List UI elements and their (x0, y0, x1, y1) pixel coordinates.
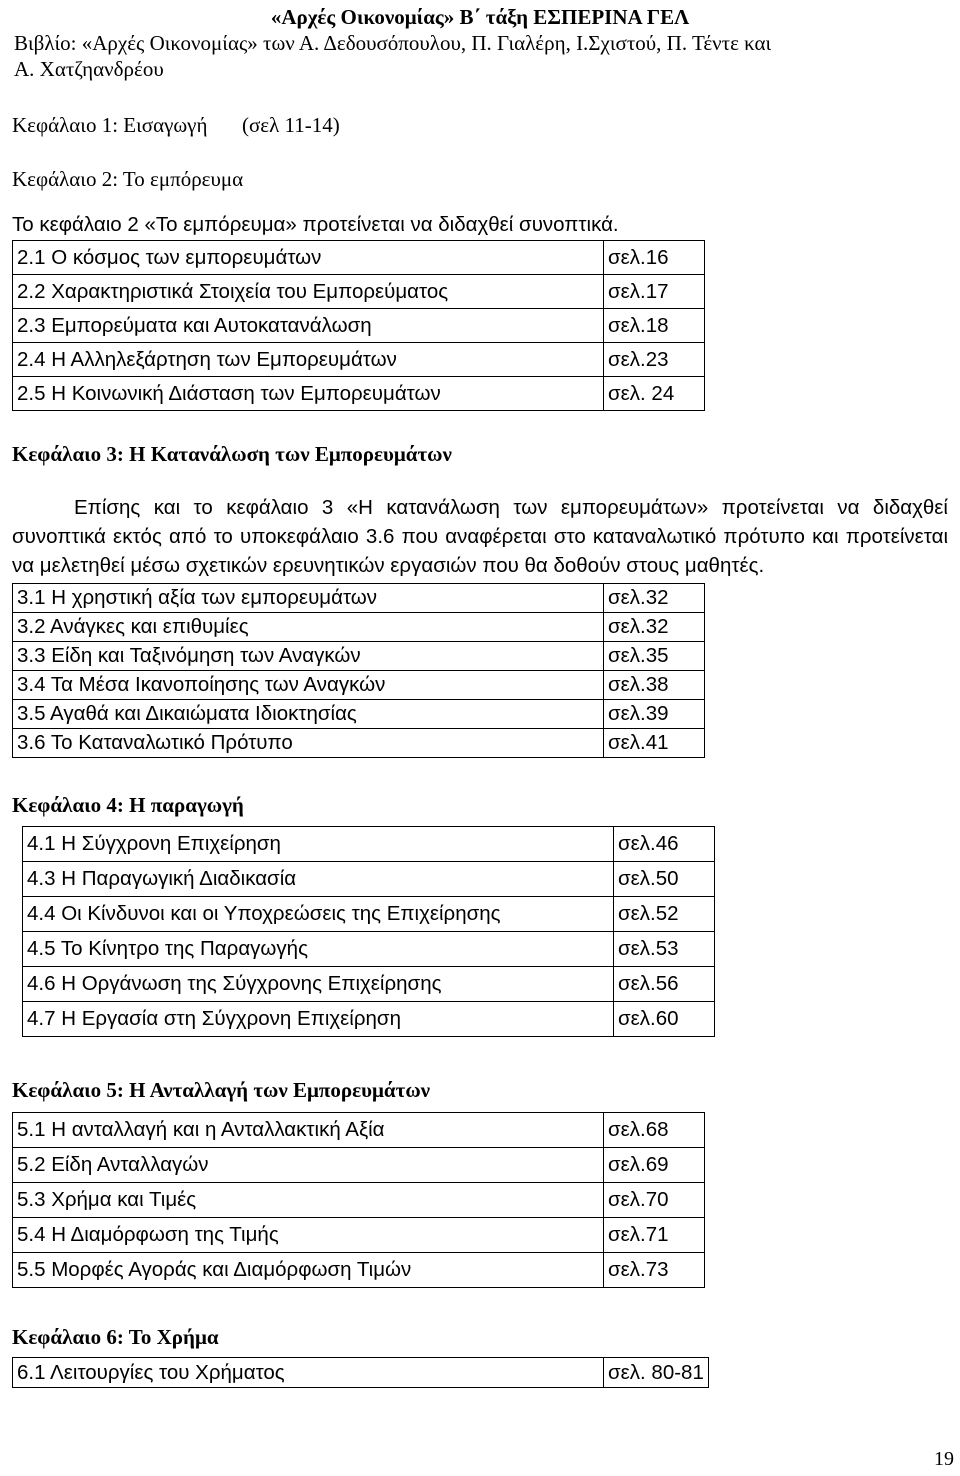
toc-topic: 4.4 Οι Κίνδυνοι και οι Υποχρεώσεις της Επιχείρησης (23, 897, 614, 932)
toc-page: σελ.68 (604, 1113, 705, 1148)
toc-topic: 4.5 Το Κίνητρο της Παραγωγής (23, 932, 614, 967)
toc-topic: 2.5 Η Κοινωνική Διάσταση των Εμπορευμάτων (13, 377, 604, 411)
chapter-1-heading (12, 112, 948, 138)
toc-page: σελ.16 (604, 241, 705, 275)
chapter-2-title: Κεφάλαιο 2: Το εμπόρευμα (12, 167, 244, 191)
chapter-5-title: Κεφάλαιο 5: Η Ανταλλαγή των Εμπορευμάτων (12, 1078, 431, 1102)
toc-row (23, 932, 715, 967)
chapter-2-note: Το κεφάλαιο 2 «Το εμπόρευμα» προτείνεται να διδαχθεί συνοπτικά. (12, 213, 619, 236)
chapter-3-rows (13, 584, 705, 758)
toc-row (13, 1183, 705, 1218)
toc-page: σελ.46 (614, 827, 715, 862)
toc-row (13, 1218, 705, 1253)
chapter-3-note (12, 493, 948, 580)
toc-row (13, 343, 705, 377)
toc-page: σελ.32 (604, 613, 705, 642)
toc-page: σελ. 24 (604, 377, 705, 411)
toc-page: σελ.23 (604, 343, 705, 377)
chapter-6-table (12, 1357, 709, 1388)
toc-page: σελ.73 (604, 1253, 705, 1288)
toc-page: σελ.56 (614, 967, 715, 1002)
toc-page: σελ.18 (604, 309, 705, 343)
toc-row (13, 671, 705, 700)
toc-topic: 5.4 Η Διαμόρφωση της Τιμής (13, 1218, 604, 1253)
toc-row (13, 700, 705, 729)
toc-topic: 3.1 Η χρηστική αξία των εμπορευμάτων (13, 584, 604, 613)
toc-topic: 4.1 Η Σύγχρονη Επιχείρηση (23, 827, 614, 862)
toc-row (23, 897, 715, 932)
toc-topic: 3.5 Αγαθά και Δικαιώματα Ιδιοκτησίας (13, 700, 604, 729)
toc-row (23, 862, 715, 897)
chapter-2-table (12, 240, 705, 411)
chapter-6-title: Κεφάλαιο 6: Το Χρήμα (12, 1325, 219, 1349)
chapter-4-rows (23, 827, 715, 1037)
toc-row (13, 584, 705, 613)
toc-page: σελ.69 (604, 1148, 705, 1183)
toc-row (13, 1358, 709, 1388)
book-reference-line-1: Βιβλίο: «Αρχές Οικονομίας» των Α. Δεδουσόπουλου, Π. Γιαλέρη, Ι.Σχιστού, Π. Τέντε και (14, 31, 772, 55)
toc-topic: 3.3 Είδη και Ταξινόμηση των Αναγκών (13, 642, 604, 671)
toc-topic: 5.2 Είδη Ανταλλαγών (13, 1148, 604, 1183)
toc-topic: 3.4 Τα Μέσα Ικανοποίησης των Αναγκών (13, 671, 604, 700)
toc-row (13, 1148, 705, 1183)
toc-row (13, 642, 705, 671)
chapter-1-title: Κεφάλαιο 1: Εισαγωγή (12, 113, 208, 137)
toc-page: σελ.41 (604, 729, 705, 758)
document-title: «Αρχές Οικονομίας» Β΄ τάξη ΕΣΠΕΡΙΝΑ ΓΕΛ (270, 5, 690, 29)
toc-topic: 5.3 Χρήμα και Τιμές (13, 1183, 604, 1218)
toc-page: σελ.32 (604, 584, 705, 613)
toc-topic: 3.6 Το Καταναλωτικό Πρότυπο (13, 729, 604, 758)
toc-row (13, 1253, 705, 1288)
book-reference-line-2: Α. Χατζηανδρέου (14, 57, 164, 81)
toc-topic: 3.2 Ανάγκες και επιθυμίες (13, 613, 604, 642)
toc-row (13, 241, 705, 275)
toc-page: σελ.53 (614, 932, 715, 967)
toc-topic: 5.5 Μορφές Αγοράς και Διαμόρφωση Τιμών (13, 1253, 604, 1288)
toc-page: σελ.50 (614, 862, 715, 897)
toc-row (13, 1113, 705, 1148)
toc-row (23, 827, 715, 862)
toc-topic: 4.6 Η Οργάνωση της Σύγχρονης Επιχείρησης (23, 967, 614, 1002)
toc-page: σελ.38 (604, 671, 705, 700)
toc-topic: 2.1 Ο κόσμος των εμπορευμάτων (13, 241, 604, 275)
toc-topic: 4.7 Η Εργασία στη Σύγχρονη Επιχείρηση (23, 1002, 614, 1037)
toc-page: σελ.52 (614, 897, 715, 932)
toc-topic: 5.1 Η ανταλλαγή και η Ανταλλακτική Αξία (13, 1113, 604, 1148)
toc-page: σελ. 80-81 (604, 1358, 709, 1388)
chapter-4-title: Κεφάλαιο 4: Η παραγωγή (12, 793, 244, 817)
toc-row (13, 729, 705, 758)
toc-topic: 2.2 Χαρακτηριστικά Στοιχεία του Εμπορεύματος (13, 275, 604, 309)
chapter-4-table (22, 826, 715, 1037)
toc-page: σελ.60 (614, 1002, 715, 1037)
toc-page: σελ.35 (604, 642, 705, 671)
toc-topic: 4.3 Η Παραγωγική Διαδικασία (23, 862, 614, 897)
toc-topic: 6.1 Λειτουργίες του Χρήματος (13, 1358, 604, 1388)
document-page (12, 0, 948, 1388)
toc-row (13, 613, 705, 642)
page-number: 19 (934, 1448, 954, 1470)
toc-page: σελ.70 (604, 1183, 705, 1218)
toc-row (13, 377, 705, 411)
toc-row (23, 1002, 715, 1037)
toc-topic: 2.3 Εμπορεύματα και Αυτοκατανάλωση (13, 309, 604, 343)
chapter-2-rows (13, 241, 705, 411)
toc-row (23, 967, 715, 1002)
toc-topic: 2.4 Η Αλληλεξάρτηση των Εμπορευμάτων (13, 343, 604, 377)
chapter-3-title: Κεφάλαιο 3: Η Κατανάλωση των Εμπορευμάτων (12, 442, 452, 466)
toc-row (13, 275, 705, 309)
toc-page: σελ.39 (604, 700, 705, 729)
toc-page: σελ.71 (604, 1218, 705, 1253)
chapter-3-note-text: Επίσης και το κεφάλαιο 3 «Η κατανάλωση των εμπορευμάτων» προτείνεται να διδαχθεί συνοπτικά εκτός από το υποκεφάλαιο 3.6 που αναφέρεται στο καταναλωτικό πρότυπο και προτείνεται να μελετηθεί μέσω σχετικών ερευνητικών εργασιών που θα δοθούν στους μαθητές. (12, 496, 948, 577)
toc-row (13, 309, 705, 343)
chapter-5-table (12, 1112, 705, 1288)
chapter-5-rows (13, 1113, 705, 1288)
chapter-6-rows (13, 1358, 709, 1388)
toc-page: σελ.17 (604, 275, 705, 309)
chapter-1-pages: (σελ 11-14) (241, 113, 340, 137)
chapter-3-table (12, 583, 705, 758)
